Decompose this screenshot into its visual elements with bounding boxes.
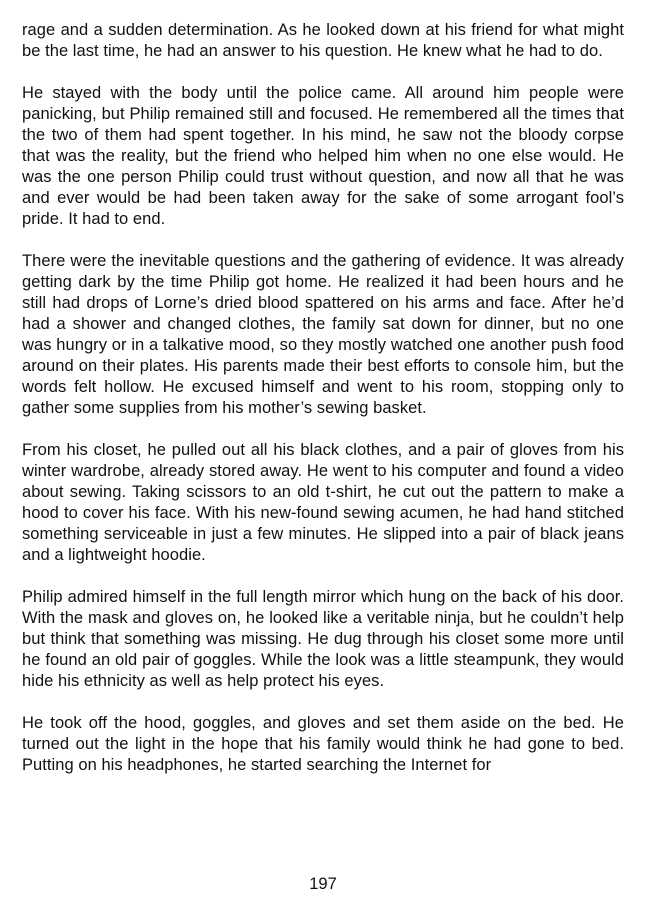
paragraph-4: From his closet, he pulled out all his black clothes, and a pair of gloves from his winter wardrobe, already stored away. He went to his computer and found a video about sewing. Taking scissors to an old t-shirt, he cut out the pattern to make a hood to cover his face. With his new-found sewing acumen, he had hand stitched something serviceable in just a few minutes. He slipped into a pair of black jeans and a lightweight hoodie. — [22, 441, 624, 564]
paragraph-1: rage and a sudden determination. As he looked down at his friend for what might be the last time, he had an answer to his question. He knew what he had to do. — [22, 21, 624, 60]
paragraph-5: Philip admired himself in the full length mirror which hung on the back of his door. With the mask and gloves on, he looked like a veritable ninja, but he couldn’t help but think that something was missing. He dug through his closet some more until he found an old pair of goggles. While the look was a little steampunk, they would hide his ethnicity as well as help protect his eyes. — [22, 588, 624, 690]
body-text — [22, 20, 624, 797]
paragraph-3: There were the inevitable questions and the gathering of evidence. It was already getting dark by the time Philip got home. He realized it had been hours and he still had drops of Lorne’s dried blood spattered on his arms and face. After he’d had a shower and changed clothes, the family sat down for dinner, but no one was hungry or in a talkative mood, so they mostly watched one another push food around on their plates. His parents made their best efforts to console him, but the words felt hollow. He excused himself and went to his room, stopping only to gather some supplies from his mother’s sewing basket. — [22, 252, 624, 417]
paragraph-2: He stayed with the body until the police came. All around him people were panicking, but Philip remained still and focused. He remembered all the times that the two of them had spent together. In his mind, he saw not the bloody corpse that was the reality, but the friend who helped him when no one else would. He was the one person Philip could trust without question, and now all that he was and ever would be had been taken away for the sake of some arrogant fool’s pride. It had to end. — [22, 84, 624, 228]
page-number: 197 — [309, 875, 337, 893]
paragraph-6: He took off the hood, goggles, and gloves and set them aside on the bed. He turned out the light in the hope that his family would think he had gone to bed. Putting on his headphones, he started searching the Internet for — [22, 714, 624, 774]
